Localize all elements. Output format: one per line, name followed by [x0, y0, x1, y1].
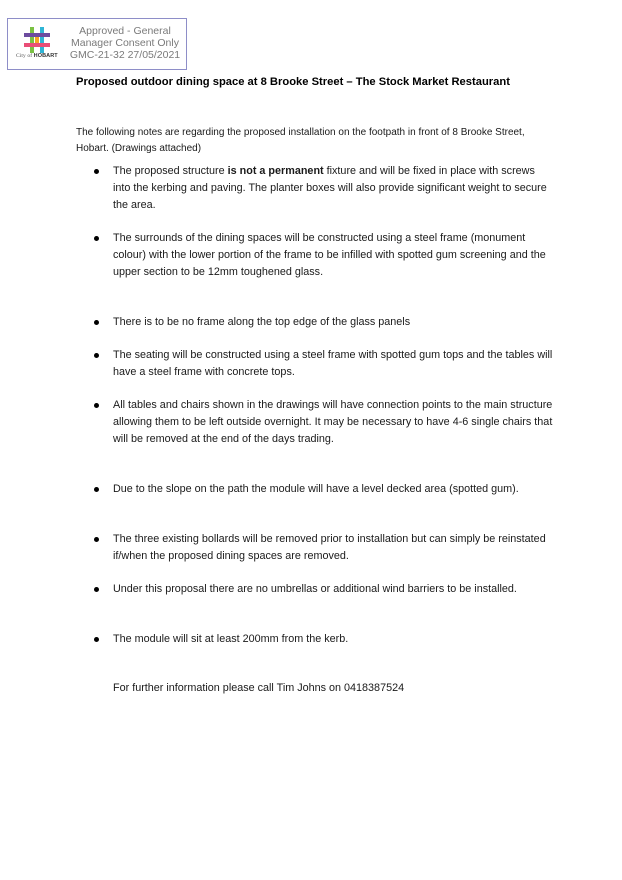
bullet-item: The seating will be constructed using a steel frame with spotted gum tops and the tables will have a steel frame with concrete tops. — [113, 347, 553, 381]
approval-line-1: Approved - General — [79, 25, 171, 37]
bullet-item: The three existing bollards will be removed prior to installation but can simply be reinstated if/when the proposed dining spaces are removed. — [113, 531, 553, 565]
approval-line-3: GMC-21-32 27/05/2021 — [69, 49, 181, 61]
bullet-dot — [94, 637, 99, 642]
bullet-item: Under this proposal there are no umbrellas or additional wind barriers to be installed. — [113, 581, 553, 598]
bullet-dot — [94, 169, 99, 174]
contact-line: For further information please call Tim Johns on 0418387524 — [113, 682, 405, 694]
bullet-dot — [94, 587, 99, 592]
bullet-dot — [94, 320, 99, 325]
bullet-item: There is to be no frame along the top edge of the glass panels — [113, 314, 553, 331]
bullet-item: All tables and chairs shown in the drawings will have connection points to the main structure allowing them to be left outside overnight. It may be necessary to have 4-6 single chairs that will be removed at the end of the days trading. — [113, 397, 553, 447]
document-title: Proposed outdoor dining space at 8 Brooke Street – The Stock Market Restaurant — [76, 76, 510, 88]
bullet-dot — [94, 236, 99, 241]
bullet-dot — [94, 353, 99, 358]
bullet-dot — [94, 403, 99, 408]
logo-bar-5 — [35, 37, 39, 43]
logo-bar-2 — [40, 27, 44, 53]
bullet-item: The surrounds of the dining spaces will be constructed using a steel frame (monument colour) with the lower portion of the frame to be infilled with spotted gum screening and the upper section to be 12mm toughened glass. — [113, 230, 553, 280]
city-of-hobart-logo — [16, 25, 66, 65]
approval-text — [64, 25, 186, 61]
bullet-item: The module will sit at least 200mm from the kerb. — [113, 631, 553, 648]
bullet-item: The proposed structure is not a permanent fixture and will be fixed in place with screws into the kerbing and paving. The planter boxes will also provide significant weight to secure the area. — [113, 163, 553, 213]
bullet-item: Due to the slope on the path the module will have a level decked area (spotted gum). — [113, 481, 553, 498]
bullet-dot — [94, 537, 99, 542]
approval-line-2: Manager Consent Only — [71, 37, 179, 49]
bullet-dot — [94, 487, 99, 492]
logo-bar-4 — [24, 43, 50, 47]
logo-bar-1 — [30, 27, 34, 53]
logo-wordmark: City of HOBART — [16, 53, 58, 59]
logo-bar-3 — [24, 33, 50, 37]
intro-paragraph: The following notes are regarding the proposed installation on the footpath in front of 8 Brooke Street, Hobart. (Drawings attached) — [76, 127, 525, 154]
approval-stamp — [7, 18, 187, 70]
